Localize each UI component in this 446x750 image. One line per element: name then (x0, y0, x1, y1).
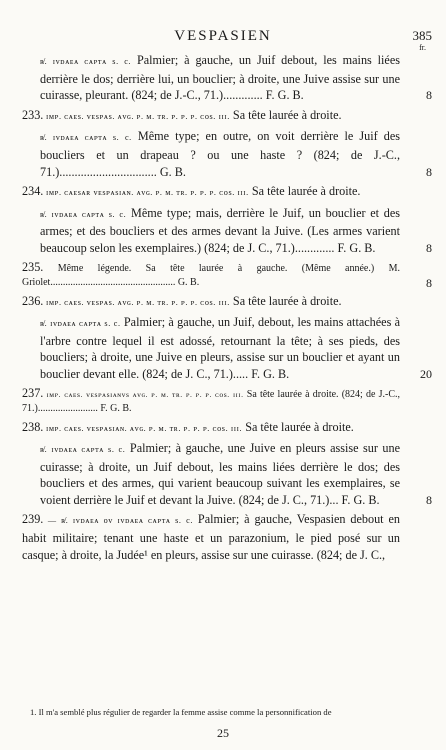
legend: ɪᴍᴘ. ᴄᴀᴇs. ᴠᴇsᴘᴀs. ᴀᴠɢ. ᴘ. ᴍ. ᴛʀ. ᴘ. ᴘ. ᴘ. ᴄᴏs. ɪɪɪ. (43, 297, 230, 307)
legend: ɪᴍᴘ. ᴄᴀᴇs. ᴠᴇsᴘᴀsɪᴀɴ. ᴀᴠɢ. ᴘ. ᴍ. ᴛʀ. ᴘ. ᴘ. ᴘ. ᴄᴏs. ɪɪɪ. (43, 423, 243, 433)
legend: ɪᴍᴘ. ᴄᴀᴇsᴀʀ ᴠᴇsᴘᴀsɪᴀɴ. ᴀᴠɢ. ᴘ. ᴍ. ᴛʀ. ᴘ. ᴘ. ᴘ. ᴄᴏs. ɪɪɪ. (43, 188, 249, 198)
description: Sa tête laurée à droite. (824; de J.-C., 71.)........................ F. G. B. (22, 388, 401, 414)
description: Même légende. Sa tête laurée à gauche. (Même année.) M. Griolet.................................................. G. B. (22, 262, 400, 288)
description: Même type; en outre, on voit derrière le Juif des boucliers et un drapeau ? ou une haste ? (824; de J.-C., 71.)................................ G. B. (40, 129, 400, 179)
entry-number: 239. (22, 512, 44, 527)
description: Sa tête laurée à droite. (229, 107, 342, 122)
legend: ɪᴍᴘ. ᴄᴀᴇs. ᴠᴇsᴘᴀsɪᴀɴᴠs ᴀᴠɢ. ᴘ. ᴍ. ᴛʀ. ᴘ. ᴘ. ᴘ. ᴄᴏs. ɪɪɪ. (43, 389, 244, 399)
entry-variant (22, 260, 434, 290)
entry-obverse (22, 293, 434, 312)
description: Palmier; à gauche, une Juive en pleurs assise sur une cuirasse; à droite, un Juif debout, les mains liées derrière le dos; des boucliers et des armes, qui varient beaucoup suivant les exemplaires, se voient derrière le Juif et devant la Juive. (824; de J. C., 71.)... F. G. B. (40, 441, 400, 507)
entry-reverse (22, 205, 434, 257)
description: Palmier; à gauche, un Juif, debout, les mains attachées à l'arbre contre lequel il est adossé, retournant la tête; à ses pieds, des boucliers; à droite, une Juive en pleurs, assise sur un bouclier et ayant un bouclier devant elle. (824; de J. C., 71.)..... F. G. B. (40, 315, 400, 381)
price: 8 (426, 240, 432, 255)
running-title: VESPASIEN (174, 28, 272, 44)
price: 8 (426, 275, 432, 290)
entry-number: 238. (22, 419, 44, 434)
entry-obverse (22, 183, 434, 202)
legend: ʀ̸. ɪᴠᴅᴀᴇᴀ ᴄᴀᴘᴛᴀ s. c. (40, 209, 127, 219)
legend: ʀ̸. ɪᴠᴅᴀᴇᴀ ᴄᴀᴘᴛᴀ s. c. (40, 133, 132, 143)
page-header (0, 28, 446, 50)
description: Sa tête laurée à droite. (248, 184, 361, 199)
unit-label: fr. (419, 43, 426, 52)
entry-reverse (22, 314, 434, 382)
entry-number: 237. (22, 385, 44, 400)
entry-reverse (22, 440, 434, 508)
description: Même type; mais, derrière le Juif, un bouclier et des armes; et des boucliers et des armes devant la Juive. (Les armes varient beaucoup selon les exemplaires.) (824; de J. C., 71.)............. F. G. B. (40, 205, 400, 255)
legend: ʀ̸. ɪᴠᴅᴀᴇᴀ ᴄᴀᴘᴛᴀ s. c. (40, 445, 126, 455)
entry-number: 236. (22, 293, 44, 308)
legend: — ʀ̸. ɪᴠᴅᴀᴇᴀ ᴏᴠ ɪᴠᴅᴀᴇᴀ ᴄᴀᴘᴛᴀ s. c. (43, 516, 193, 526)
entry-obverse (22, 511, 434, 563)
price: 8 (426, 88, 432, 103)
description: Sa tête laurée à droite. (242, 419, 354, 434)
legend: ɪᴍᴘ. ᴄᴀᴇs. ᴠᴇsᴘᴀs. ᴀᴠɢ. ᴘ. ᴍ. ᴛʀ. ᴘ. ᴘ. ᴘ. ᴄᴏs. ɪɪɪ. (43, 111, 230, 121)
entry-reverse (22, 52, 434, 104)
entry-number: 233. (22, 107, 44, 122)
entry-reverse (22, 128, 434, 180)
entry-number: 234. (22, 184, 44, 199)
entry-variant (22, 386, 434, 416)
signature-mark: 25 (217, 726, 229, 740)
price: 20 (420, 366, 432, 381)
page-number: 385 (412, 28, 432, 43)
price: 8 (426, 164, 432, 179)
price: 8 (426, 492, 432, 507)
description: Palmier; à gauche, un Juif debout, les mains liées derrière le dos; derrière lui, un bouclier; à droite, une Juive assise sur une cuirasse, pleurant. (824; de J.-C., 71.)............. F. G. B. (40, 53, 400, 103)
footnote: 1. Il m'a semblé plus régulier de regarder la femme assise comme la personnification de (30, 707, 332, 717)
catalog-entries (22, 52, 434, 566)
legend: ʀ̸. ɪᴠᴅᴀᴇᴀ ᴄᴀᴘᴛᴀ s. c. (40, 57, 132, 66)
legend: ʀ̸. ɪᴠᴅᴀᴇᴀ ᴄᴀᴘᴛᴀ s. c. (40, 319, 121, 329)
description: Sa tête laurée à droite. (229, 293, 342, 308)
entry-obverse (22, 419, 434, 438)
entry-number: 235. (22, 259, 44, 274)
description: Palmier; à gauche, Vespasien debout en habit militaire; tenant une haste et un parazonium, le pied posé sur un casque; à droite, la Judée¹ en pleurs, assise sur une cuirasse. (824; de J. C., (22, 512, 400, 562)
entry-obverse (22, 107, 434, 126)
